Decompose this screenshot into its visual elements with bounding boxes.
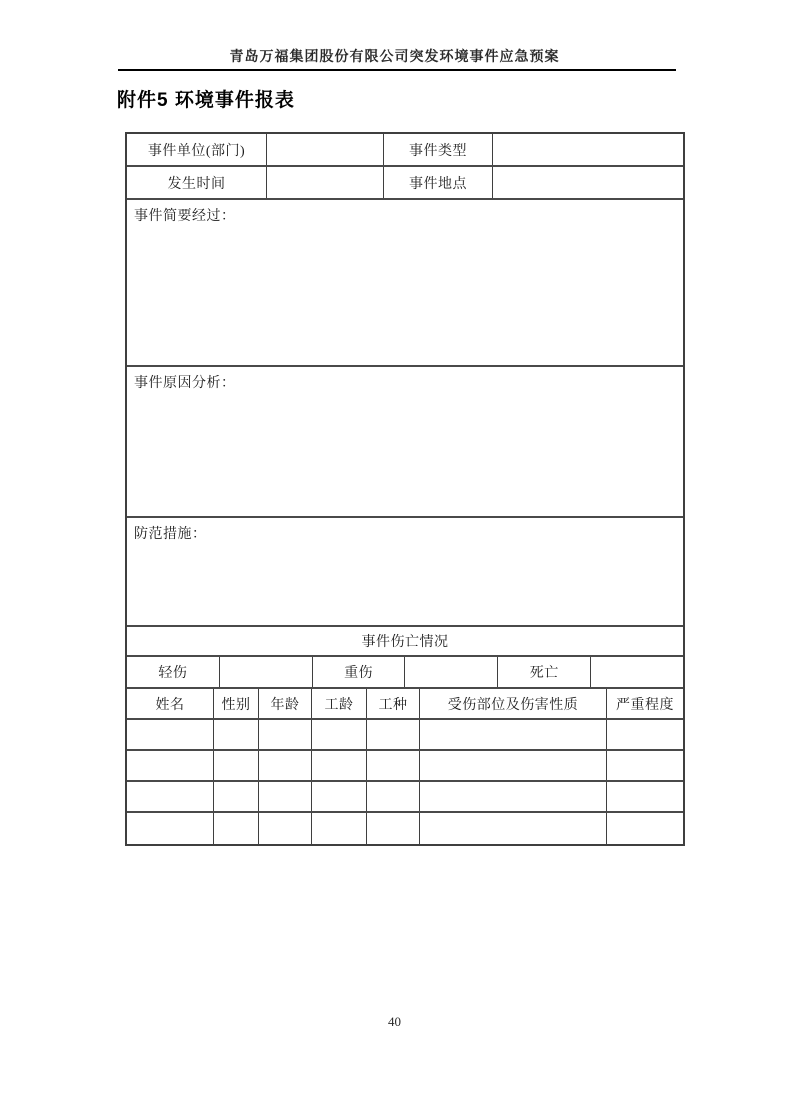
section-prevention-measures: 防范措施： [134,527,207,542]
value-occurrence-time [267,167,384,198]
table-row-casualty-title [127,627,683,657]
table-cell [607,813,683,844]
table-row-casualty-counts [127,657,683,689]
table-cell [259,782,312,811]
label-severe-injury: 重伤 [313,657,406,687]
table-cell [420,813,607,844]
header-rule [118,69,676,71]
attachment-title: 附件5 环境事件报表 [117,90,295,111]
table-cell [420,751,607,780]
table-row-casualty-entry [127,751,683,782]
table-cell [214,782,259,811]
table-cell [607,751,683,780]
table-cell [214,720,259,749]
table-cell [312,751,367,780]
table-cell [420,782,607,811]
value-death [591,657,683,687]
value-minor-injury [220,657,313,687]
table-cell [214,813,259,844]
value-severe-injury [405,657,498,687]
table-row-unit-type [127,134,683,167]
table-cell [127,751,214,780]
value-incident-type [493,134,683,165]
document-header-title: 青岛万福集团股份有限公司突发环境事件应急预案 [229,50,560,65]
table-cell [367,782,420,811]
table-cell [367,813,420,844]
column-header-severity: 严重程度 [616,697,674,713]
table-cell [214,751,259,780]
table-row-casualty-columns [127,689,683,720]
table-row-casualty-entry [127,813,683,844]
table-cell [367,751,420,780]
table-cell [127,720,214,749]
section-brief-course: 事件简要经过： [134,209,236,224]
table-cell [312,720,367,749]
incident-report-table [125,132,685,846]
table-row-casualty-entry [127,720,683,751]
section-cause-analysis: 事件原因分析： [134,376,236,391]
table-row-cause-analysis [127,367,683,518]
label-incident-unit: 事件单位(部门) [127,134,267,165]
page-number: 40 [388,1014,401,1029]
table-cell [607,782,683,811]
table-row-time-place [127,167,683,200]
label-incident-place: 事件地点 [384,167,493,198]
table-cell [259,751,312,780]
label-minor-injury: 轻伤 [127,657,220,687]
column-header-seniority: 工龄 [312,689,367,718]
table-cell [312,782,367,811]
column-header-job-type: 工种 [367,689,420,718]
table-cell [127,782,214,811]
column-header-age: 年龄 [259,689,312,718]
value-incident-place [493,167,683,198]
casualty-section-title: 事件伤亡情况 [361,635,449,650]
table-cell [367,720,420,749]
label-incident-type: 事件类型 [384,134,493,165]
table-cell [420,720,607,749]
table-row-casualty-entry [127,782,683,813]
table-cell [259,813,312,844]
table-cell [607,720,683,749]
table-row-brief-course [127,200,683,367]
value-incident-unit [267,134,384,165]
table-cell [259,720,312,749]
table-row-prevention-measures [127,518,683,627]
column-header-gender: 性别 [214,689,259,718]
column-header-name: 姓名 [127,689,214,718]
column-header-injury-part-nature: 受伤部位及伤害性质 [420,689,607,718]
table-cell [312,813,367,844]
label-death: 死亡 [498,657,591,687]
table-cell [127,813,214,844]
label-occurrence-time: 发生时间 [127,167,267,198]
